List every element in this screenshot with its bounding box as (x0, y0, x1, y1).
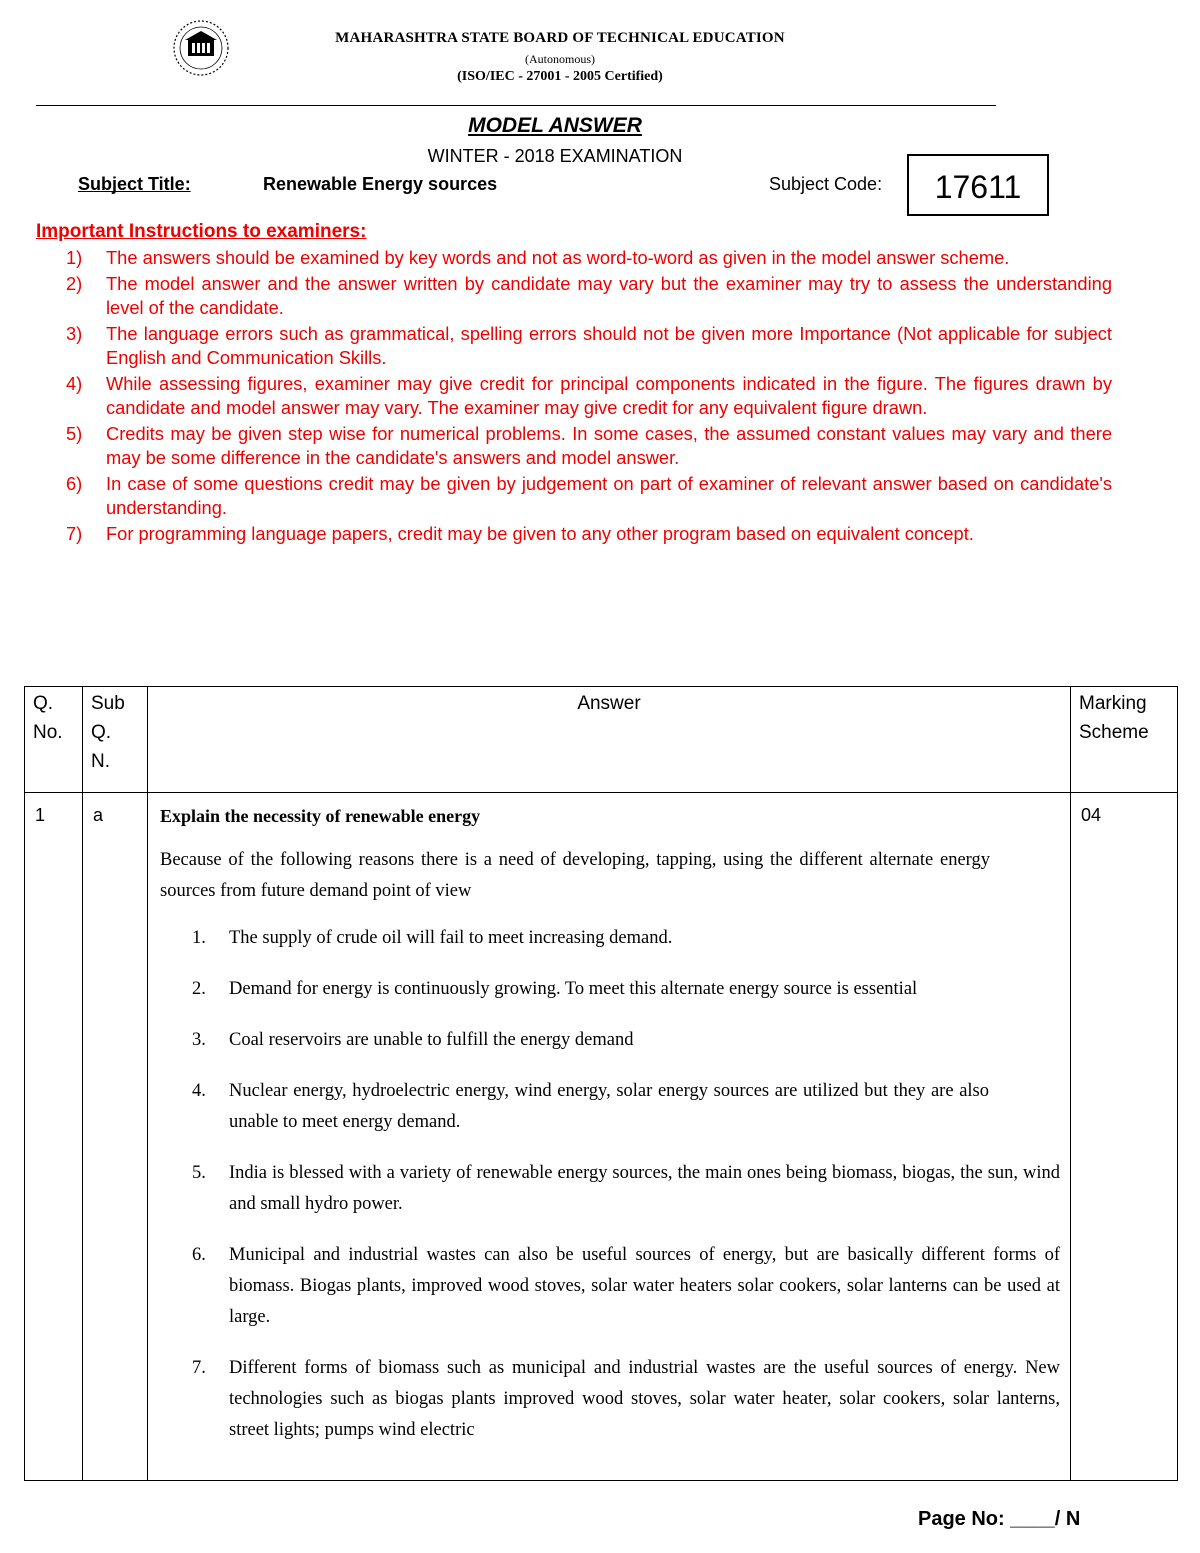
subject-title-label: Subject Title: (78, 174, 191, 194)
instruction-item (66, 272, 1112, 321)
instruction-number: 4) (66, 372, 83, 394)
certification-label: (ISO/IEC - 27001 - 2005 Certified) (457, 69, 663, 84)
point-number: 6. (192, 1245, 206, 1265)
point-text: Different forms of biomass such as municipal and industrial wastes are the useful sources of energy. New technologies such as biogas plants improved wood stoves, solar water heater, solar cookers, solar lanterns, street lights; pumps wind electric (229, 1358, 1060, 1440)
header-qno-line: No. (33, 722, 63, 743)
instructions-list (66, 246, 1112, 548)
instruction-item (66, 372, 1112, 421)
instruction-item (66, 422, 1112, 471)
board-name: MAHARASHTRA STATE BOARD OF TECHNICAL EDUCATION (335, 30, 785, 46)
instruction-text: In case of some questions credit may be given by judgement on part of examiner of relevant answer based on candidate's understanding. (106, 473, 1112, 519)
point-text: Demand for energy is continuously growing. To meet this alternate energy source is essential (229, 979, 918, 999)
list-item (160, 923, 1060, 954)
question-number: 1 (25, 793, 83, 1481)
header-marking (1071, 687, 1178, 793)
instruction-number: 5) (66, 423, 83, 445)
point-text: Municipal and industrial wastes can also be useful sources of energy, but are basically different forms of biomass. Biogas plants, improved wood stoves, solar water heaters solar cookers, solar lanterns can be used at large. (229, 1245, 1060, 1327)
instruction-number: 1) (66, 247, 83, 268)
instruction-text: While assessing figures, examiner may give credit for principal components indicated in the figure. The figures drawn by candidate and model answer may vary. The examiner may give credit for any equivalent figure drawn. (106, 372, 1112, 419)
subject-code-value: 17611 (934, 169, 1022, 205)
instruction-text: Credits may be given step wise for numerical problems. In some cases, the assumed constant values may vary and there may be some difference in the candidate's answers and model answer. (106, 423, 1112, 469)
exam-session: WINTER - 2018 EXAMINATION (427, 146, 683, 166)
question-text: Explain the necessity of renewable energy (160, 806, 481, 826)
marks: 04 (1071, 793, 1178, 1481)
header-subq-line: Sub (91, 693, 125, 714)
table-row (25, 793, 1178, 1481)
instruction-item (66, 472, 1112, 521)
instruction-text: The language errors such as grammatical, spelling errors should not be given more Importance (Not applicable for subject English and Communication Skills. (106, 322, 1112, 369)
list-item (160, 1025, 1060, 1056)
point-text: Coal reservoirs are unable to fulfill the energy demand (229, 1030, 634, 1050)
instruction-number: 7) (66, 523, 83, 545)
point-text: The supply of crude oil will fail to meet increasing demand. (229, 928, 673, 948)
point-text: India is blessed with a variety of renewable energy sources, the main ones being biomass, biogas, the sun, wind and small hydro power. (229, 1163, 1060, 1214)
header-subq-line: N. (91, 751, 110, 772)
header-divider (36, 105, 996, 106)
list-item (160, 1240, 1060, 1333)
point-text: Nuclear energy, hydroelectric energy, wind energy, solar energy sources are utilized but they are also unable to meet energy demand. (229, 1081, 989, 1132)
point-number: 5. (192, 1163, 206, 1183)
instruction-text: For programming language papers, credit may be given to any other program based on equivalent concept. (106, 523, 974, 545)
list-item (160, 1158, 1060, 1220)
point-number: 4. (192, 1081, 206, 1101)
instruction-item (66, 246, 1112, 270)
instruction-text: The answers should be examined by key words and not as word-to-word as given in the model answer scheme. (106, 247, 1010, 268)
header-subq (83, 687, 148, 793)
answer-points (160, 923, 1058, 1446)
page-title: MODEL ANSWER (468, 114, 642, 137)
header-qno-line: Q. (33, 693, 54, 714)
board-logo-icon (165, 18, 237, 78)
subject-title-value: Renewable Energy sources (263, 174, 498, 194)
point-number: 1. (192, 928, 206, 948)
instruction-number: 6) (66, 473, 83, 495)
instruction-item (66, 522, 1112, 546)
autonomous-label: (Autonomous) (525, 52, 595, 66)
header-marking-line: Marking (1079, 693, 1147, 714)
answer-intro: Because of the following reasons there is a need of developing, tapping, using the different alternate energy sources from future demand point of view (160, 850, 990, 901)
header-answer-label: Answer (577, 693, 641, 714)
instruction-item (66, 322, 1112, 371)
answer-cell (148, 793, 1071, 1481)
subject-code-box (907, 154, 1049, 216)
point-number: 3. (192, 1030, 206, 1050)
header-marking-line: Scheme (1079, 722, 1149, 743)
table-header-row (25, 687, 1178, 793)
list-item (160, 1076, 989, 1138)
answer-table (24, 686, 1178, 1481)
page-number: Page No: ____/ N (918, 1508, 1081, 1530)
subject-code-label: Subject Code: (769, 174, 883, 194)
sub-question: a (83, 793, 148, 1481)
point-number: 7. (192, 1358, 206, 1378)
instruction-text: The model answer and the answer written by candidate may vary but the examiner may try to assess the understanding level of the candidate. (106, 272, 1112, 319)
header-qno (25, 687, 83, 793)
list-item (160, 974, 989, 1005)
header-answer (148, 687, 1071, 793)
instruction-number: 2) (66, 272, 83, 294)
instruction-number: 3) (66, 322, 83, 344)
header-subq-line: Q. (91, 722, 112, 743)
instructions-heading: Important Instructions to examiners: (36, 221, 367, 242)
list-item (160, 1353, 1060, 1446)
point-number: 2. (192, 979, 206, 999)
